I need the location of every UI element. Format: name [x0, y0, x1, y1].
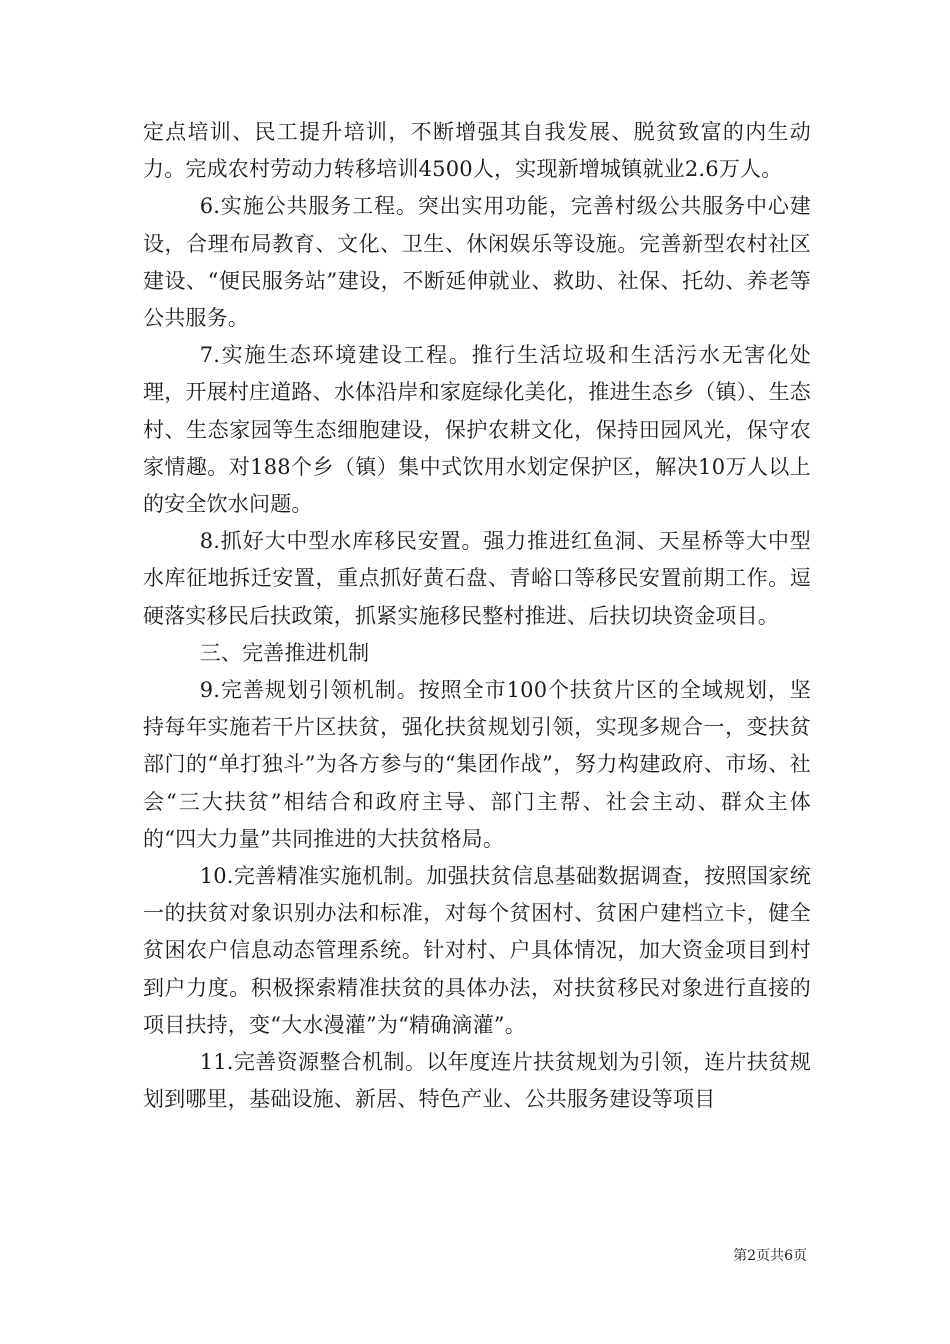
paragraph-public-service: 6.实施公共服务工程。突出实用功能，完善村级公共服务中心建设，合理布局教育、文化、卫生、休闲娱乐等设施。完善新型农村社区建设、“便民服务站”建设，不断延伸就业、救助、社保、托幼、养老等公共服务。 [143, 194, 811, 331]
paragraph-reservoir-resettlement: 8.抓好大中型水库移民安置。强力推进红鱼洞、天星桥等大中型水库征地拆迁安置，重点抓好黄石盘、青峪口等移民安置前期工作。逗硬落实移民后扶政策，抓紧实施移民整村推进、后扶切块资金项目。 [143, 529, 811, 628]
paragraph-eco-environment: 7.实施生态环境建设工程。推行生活垃圾和生活污水无害化处理，开展村庄道路、水体沿岸和家庭绿化美化，推进生态乡（镇）、生态村、生态家园等生态细胞建设，保护农耕文化，保持田园风光，保守农家情趣。对188个乡（镇）集中式饮用水划定保护区，解决10万人以上的安全饮水问题。 [143, 343, 811, 517]
paragraph-resource-integration: 11.完善资源整合机制。以年度连片扶贫规划为引领，连片扶贫规划到哪里，基础设施、新居、特色产业、公共服务建设等项目 [143, 1050, 811, 1112]
section-heading-mechanism: 三、完善推进机制 [199, 640, 370, 665]
paragraph-planning-mechanism: 9.完善规划引领机制。按照全市100个扶贫片区的全域规划，坚持每年实施若干片区扶贫，强化扶贫规划引领，实现多规合一，变扶贫部门的“单打独斗”为各方参与的“集团作战”，努力构建政府、市场、社会“三大扶贫”相结合和政府主导、部门主帮、社会主动、群众主体的“四大力量”共同推进的大扶贫格局。 [143, 678, 811, 851]
paragraph-training-continued: 定点培训、民工提升培训，不断增强其自我发展、脱贫致富的内生动力。完成农村劳动力转移培训4500人，实现新增城镇就业2.6万人。 [143, 120, 811, 182]
paragraph-precision-mechanism: 10.完善精准实施机制。加强扶贫信息基础数据调查，按照国家统一的扶贫对象识别办法和标准，对每个贫困村、贫困户建档立卡，健全贫困农户信息动态管理系统。针对村、户具体情况，加大资金项目到村到户力度。积极探索精准扶贫的具体办法，对扶贫移民对象进行直接的项目扶持，变“大水漫灌”为“精确滴灌”。 [143, 864, 811, 1037]
document-body [143, 114, 811, 1118]
page-number-footer: 第2页共6页 [733, 1248, 807, 1264]
